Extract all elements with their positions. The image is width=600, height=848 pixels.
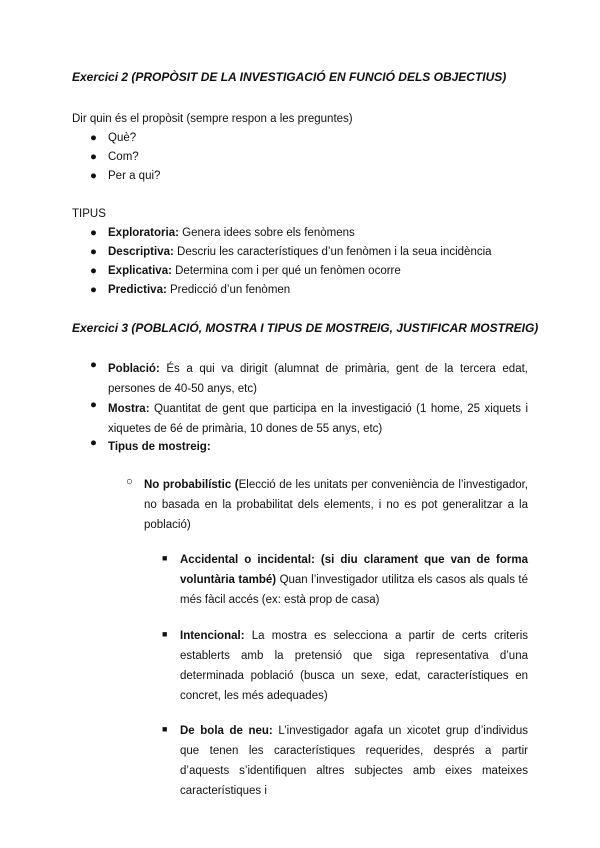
list-item: ● Per a qui? (90, 170, 161, 182)
list-item-no-probabilistic: ○ No probabilístic (Elecció de les unitats per conveniència de l’investigador, no basada en la probabilitat dels elements, i no es pot generalitzar a la població) (126, 476, 529, 531)
list-item: ● Què? (90, 132, 137, 144)
list-item: ● Descriptiva: Descriu les característiques d’un fenòmen i la seua incidència (90, 246, 492, 258)
bullet-icon: ● (90, 246, 97, 258)
list-item: ● Exploratoria: Genera idees sobre els fenòmens (90, 227, 355, 239)
list-item: ■ De bola de neu: L’investigador agafa un xicotet grup d’individus que tenen les característiques requerides, després a partir d’aquests s’identifiquen altres subjectes amb eixes mateixes característiques i (162, 724, 529, 797)
bullet-icon: ● (90, 437, 97, 449)
list-item: ■ Accidental o incidental: (si diu clarament que van de forma voluntària també) Quan l’investigador utilitza els casos als quals té més fàcil accés (ex: està prop de casa) (162, 553, 529, 606)
tipus-heading: TIPUS (72, 208, 106, 220)
bullet-icon: ● (90, 265, 97, 277)
hollow-circle-icon: ○ (126, 476, 133, 488)
bullet-icon: ● (90, 170, 97, 182)
bullet-icon: ● (90, 284, 97, 296)
bullet-icon: ● (90, 227, 97, 239)
list-item: ● Com? (90, 151, 139, 163)
exercici-2-intro: Dir quin és el propòsit (sempre respon a les preguntes) (72, 113, 353, 125)
list-item: ● Mostra: Quantitat de gent que participa en la investigació (1 home, 25 xiquets i xiquetes de 6é de primària, 10 dones de 55 anys, etc) (90, 399, 529, 435)
list-item: ● Explicativa: Determina com i per qué un fenòmen ocorre (90, 265, 401, 277)
exercici-3-title: Exercici 3 (POBLACIÓ, MOSTRA I TIPUS DE MOSTREIG, JUSTIFICAR MOSTREIG) (72, 321, 539, 335)
list-item: ■ Intencional: La mostra es selecciona a partir de certs criteris establerts amb la pretensió que siga representativa d’una determinada població (busca un sexe, edat, característiques en concret, les més adequades) (162, 629, 528, 702)
bullet-icon: ● (90, 359, 97, 371)
square-bullet-icon: ■ (162, 724, 168, 734)
square-bullet-icon: ■ (162, 629, 168, 639)
bullet-icon: ● (90, 132, 97, 144)
list-item: ● Tipus de mostreig: (90, 437, 211, 453)
list-item: ● Població: És a qui va dirigit (alumnat de primària, gent de la tercera edat, persones de 40-50 anys, etc) (90, 359, 528, 395)
list-item: ● Predictiva: Predicció d’un fenòmen (90, 284, 291, 296)
bullet-icon: ● (90, 151, 97, 163)
square-bullet-icon: ■ (162, 553, 168, 563)
bullet-icon: ● (90, 399, 97, 411)
exercici-2-title: Exercici 2 (PROPÒSIT DE LA INVESTIGACIÓ EN FUNCIÓ DELS OBJECTIUS) (72, 70, 507, 84)
